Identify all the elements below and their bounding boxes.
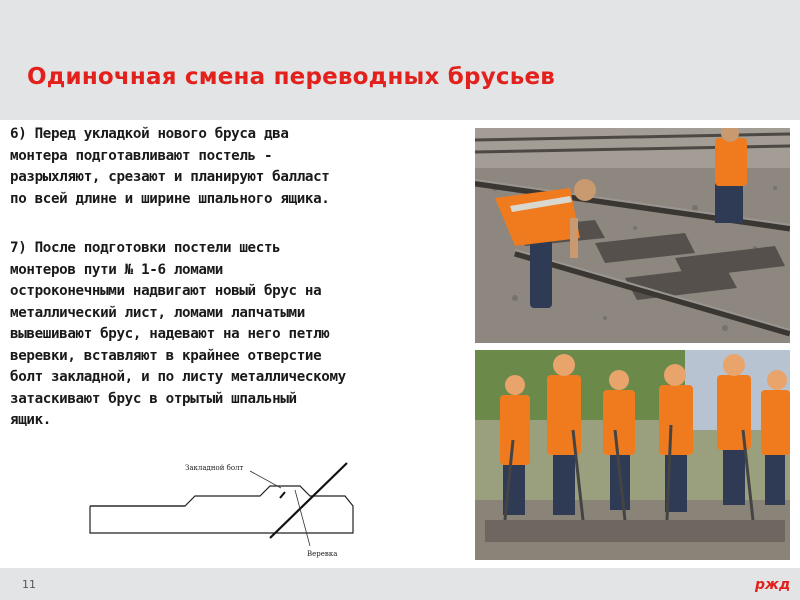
header-band	[0, 0, 800, 120]
footer-band	[0, 568, 800, 600]
label-bolt: Закладной болт	[185, 464, 244, 472]
photo-six-workers-with-crowbars	[475, 350, 790, 560]
paragraph-step-6: 6) Перед укладкой нового бруса два монтера подготавливают постель - разрыхляют, срезают и планируют балласт по всей длине и ширине шпального ящика.	[10, 126, 330, 207]
photo-workers-preparing-bed	[475, 128, 790, 343]
paragraph-step-7: 7) После подготовки постели шесть монтеров пути № 1-6 ломами остроконечными надвигают новый брус на металлический лист, ломами лапчатыми вывешивают брус, надевают на него петлю веревки, вставляют в крайнее отверстие болт закладной, и по листу металлическому затаскивают брус в отрытый шпальный ящик.	[10, 240, 346, 428]
rzd-logo-icon	[755, 574, 791, 594]
sleeper-diagram	[85, 458, 365, 568]
page-number: 11	[22, 578, 36, 591]
svg-text:ржд: ржд	[755, 577, 791, 593]
slide-title: Одиночная смена переводных брусьев	[27, 64, 556, 90]
label-rope: Веревка	[307, 550, 338, 558]
